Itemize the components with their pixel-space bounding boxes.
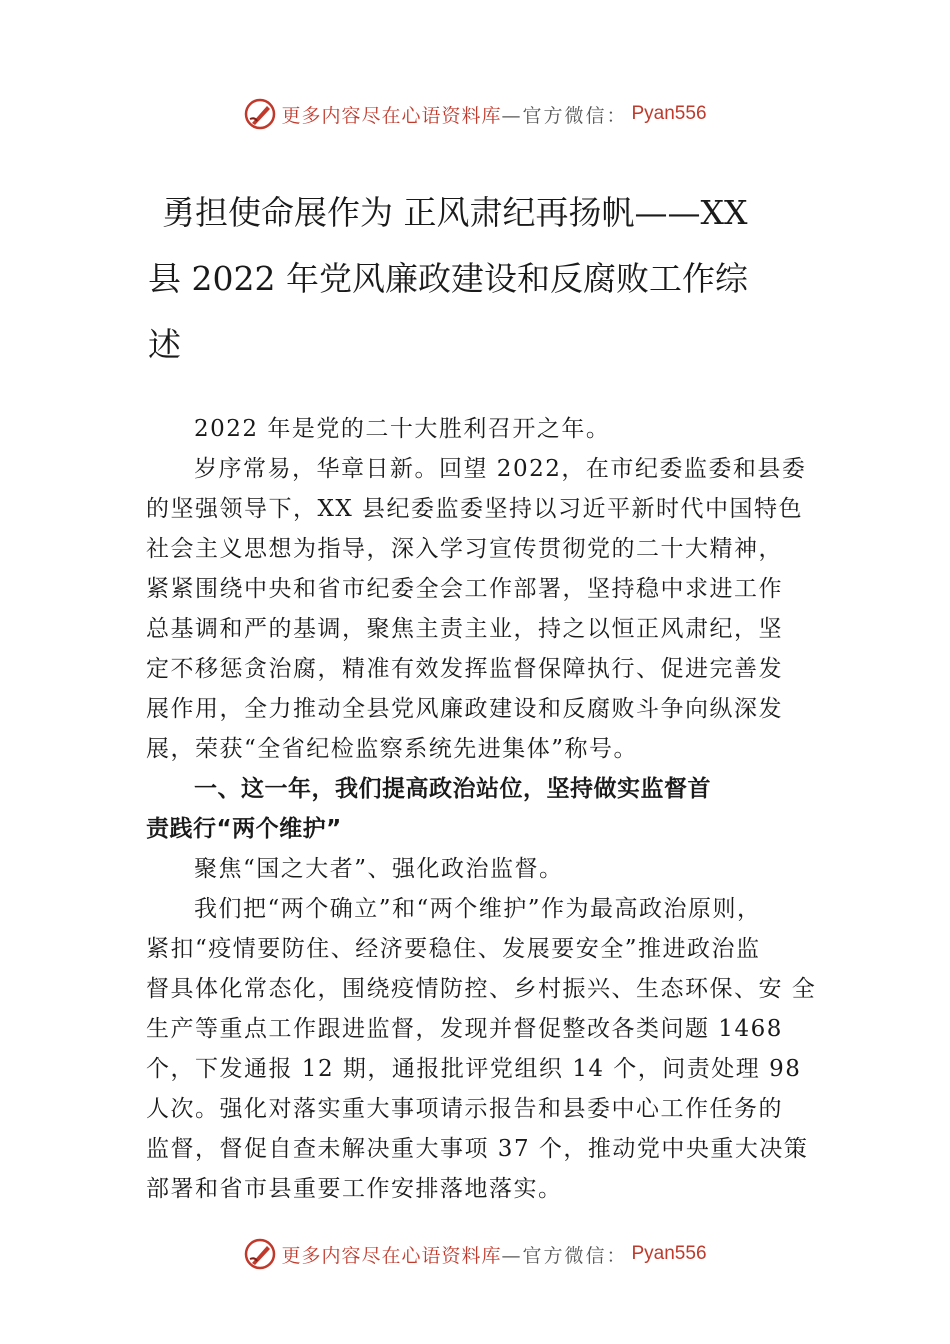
banner-wechat-id: Pyan556 bbox=[631, 103, 707, 124]
title-line: 县 2022 年党风廉政建设和反腐败工作综 bbox=[148, 259, 748, 298]
paragraph-line: 聚焦“国之大者”、强化政治监督。 bbox=[194, 856, 564, 882]
section-heading: 一、这一年，我们提高政治站位，坚持做实监督首 bbox=[194, 776, 711, 802]
paragraph-line: 督具体化常态化，围绕疫情防控、乡村振兴、生态环保、安 全 bbox=[146, 976, 817, 1002]
banner-brand-text: 更多内容尽在心语资料库 bbox=[281, 104, 502, 127]
title-line: 勇担使命展作为 正风肃纪再扬帆——XX bbox=[162, 193, 748, 232]
paragraph-line: 监督，督促自查未解决重大事项 37 个，推动党中央重大决策 bbox=[146, 1136, 809, 1162]
banner-official-label: —官方微信： bbox=[501, 104, 628, 127]
paragraph-line: 社会主义思想为指导，深入学习宣传贯彻党的二十大精神， bbox=[146, 536, 783, 562]
paragraph-line: 我们把“两个确立”和“两个维护”作为最高政治原则， bbox=[194, 896, 762, 922]
paragraph-line: 紧扣“疫情要防住、经济要稳住、发展要安全”推进政治监 bbox=[146, 936, 761, 962]
paragraph-line: 部署和省市县重要工作安排落地落实。 bbox=[146, 1176, 563, 1202]
paragraph-line: 总基调和严的基调，聚焦主责主业，持之以恒正风肃纪，坚 bbox=[146, 616, 783, 642]
title-line: 述 bbox=[148, 325, 181, 364]
paragraph-line: 2022 年是党的二十大胜利召开之年。 bbox=[194, 416, 611, 442]
banner-official-label: —官方微信： bbox=[501, 1244, 628, 1267]
paragraph-line: 定不移惩贪治腐，精准有效发挥监督保障执行、促进完善发 bbox=[146, 656, 783, 682]
header-banner bbox=[0, 94, 950, 134]
document-title bbox=[148, 180, 798, 378]
paragraph-line: 个，下发通报 12 期，通报批评党组织 14 个，问责处理 98 bbox=[146, 1056, 802, 1082]
banner-wechat-id: Pyan556 bbox=[631, 1243, 707, 1264]
section-heading: 责践行“两个维护” bbox=[146, 816, 342, 842]
paragraph-line: 展，荣获“全省纪检监察系统先进集体”称号。 bbox=[146, 736, 639, 762]
footer-banner bbox=[0, 1234, 950, 1274]
quill-logo-icon bbox=[243, 1237, 277, 1271]
paragraph-line: 岁序常易，华章日新。回望 2022，在市纪委监委和县委 bbox=[194, 456, 807, 482]
document-body bbox=[146, 409, 836, 1209]
paragraph-line: 展作用，全力推动全县党风廉政建设和反腐败斗争向纵深发 bbox=[146, 696, 783, 722]
quill-logo-icon bbox=[243, 97, 277, 131]
paragraph-line: 生产等重点工作跟进监督，发现并督促整改各类问题 1468 bbox=[146, 1016, 783, 1042]
paragraph-line: 人次。强化对落实重大事项请示报告和县委中心工作任务的 bbox=[146, 1096, 783, 1122]
banner-brand-text: 更多内容尽在心语资料库 bbox=[281, 1244, 502, 1267]
paragraph-line: 的坚强领导下，XX 县纪委监委坚持以习近平新时代中国特色 bbox=[146, 496, 804, 522]
paragraph-line: 紧紧围绕中央和省市纪委全会工作部署，坚持稳中求进工作 bbox=[146, 576, 783, 602]
